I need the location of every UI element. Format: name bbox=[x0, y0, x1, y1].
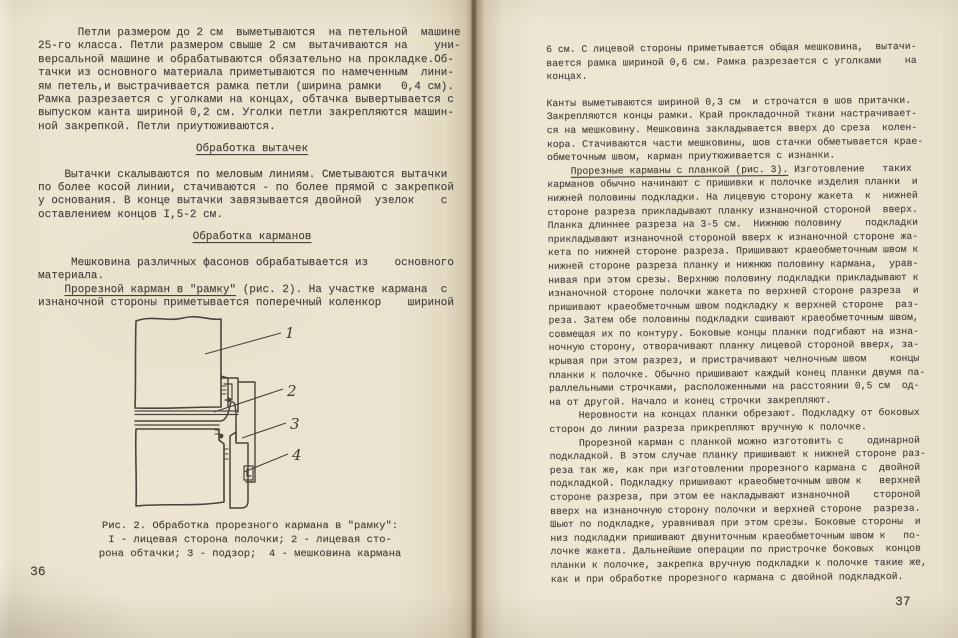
text-line: 6 см. С лицевой стороны приметывается общая мешковина, вытачи- bbox=[546, 40, 917, 55]
text-line: совмещая их по контуру. Боковые концы планки подгибают на изна- bbox=[548, 325, 919, 340]
text-line: вверх на изнаночную сторону полочки и верхней стороне разреза. bbox=[550, 502, 921, 517]
text-line: Неровности на концах планки обрезают. Подкладку от боковых bbox=[549, 407, 920, 422]
figure-bag-front bbox=[230, 432, 248, 508]
page-number-left: 36 bbox=[30, 564, 46, 579]
text-line: Мешковина различных фасонов обрабатывается из основного bbox=[38, 256, 454, 269]
text-line: реза так же, как при изготовлении прорезного кармана с двойной bbox=[549, 461, 921, 476]
text-line: низ подкладки пришивают двуниточным краеобметочным швом к по- bbox=[550, 529, 921, 544]
text-line: версальной машине и обрабатываются обязательно на прокладке.Об- bbox=[38, 53, 454, 66]
paragraph bbox=[546, 93, 939, 164]
text-line: планки к полочке, закрепка вручную подкладки к полочке такие же, bbox=[550, 556, 927, 571]
paragraph bbox=[547, 161, 941, 409]
text-line: ной закрепкой. Петли приутюживаются. bbox=[38, 120, 276, 133]
text-line: Обработка карманов bbox=[192, 231, 312, 244]
figure-callout-1: 1 bbox=[285, 324, 295, 342]
text-line: Рамка разрезается с уголками на концах, обтачка вывертывается с bbox=[38, 94, 454, 107]
figure-2-drawing bbox=[126, 312, 326, 524]
text-line: ночную сторону, отворачивают планку лицевой стороной вверх, за- bbox=[548, 339, 920, 354]
text-line: сторон до линии разреза прикрепляют вручную к полочке. bbox=[549, 421, 867, 436]
text-line: Канты выметываются шириной 0,3 см и строчатся в шов притачки. bbox=[546, 94, 912, 109]
text-line: Петли размером до 2 см выметываются на петельной машине bbox=[38, 27, 461, 39]
figure-caption bbox=[40, 519, 460, 561]
text-line: стороне разреза, при этом ее накладывают изнаночной стороной bbox=[549, 488, 921, 503]
text-line: Прорезной карман в "рамку" (рис. 2). На участке кармана с bbox=[64, 283, 448, 296]
text-line: вается рамка шириной 0,6 см. Рамка разрезается с уголками на bbox=[546, 54, 917, 69]
figure-callout-3: 3 bbox=[290, 415, 300, 433]
text-line: 25-го класса. Петли размером свыше 2 см вытачиваются на уни- bbox=[38, 40, 461, 53]
figure-callout-2: 2 bbox=[287, 382, 297, 400]
text-line: нивая при этом срезы. Верхнюю половину подкладки прикладывают к bbox=[548, 271, 919, 286]
text-line: прикладывают изнаночной стороной вверх к изнаночной стороне жа- bbox=[547, 230, 919, 245]
paragraph bbox=[549, 406, 941, 437]
text-line: подкладкой. В этом случае планку пришивают к нижней стороне раз- bbox=[549, 447, 926, 463]
caption-block bbox=[40, 519, 460, 561]
paragraph bbox=[38, 27, 466, 134]
figure-bottom-panel bbox=[136, 429, 224, 506]
text-line: ям петель,и выстрачивается рамка петли (ширина рамки 0,4 см). bbox=[38, 80, 454, 93]
text-line: нижней стороне разреза планку и нижнюю половину кармана, урав- bbox=[547, 257, 919, 272]
text-line: I - лицевая сторона полочки; 2 - лицевая сто- bbox=[108, 534, 392, 546]
text-line: рона обтачки; 3 - подзор; 4 - мешковина кармана bbox=[98, 548, 402, 560]
text-line: Шьют по подкладке, уравнивая при этом срезы. Боковые стороны и bbox=[550, 515, 921, 531]
page-number-right: 37 bbox=[895, 594, 911, 609]
text-line: планки к полочке. Обычно пришивают каждый конец планки двумя па- bbox=[548, 366, 926, 381]
text-line: крывая при этом разрез, и пристрачивают челночным швом концы bbox=[548, 352, 920, 368]
text-line: Закрепляются концы рамки. Край прокладочной ткани настрачивает- bbox=[546, 108, 918, 123]
text-line: кета по нижней стороне разреза. Пришивают краеобметочным швом к bbox=[547, 244, 919, 259]
text-line: нижней половины подкладки. На лицевую сторону жакета к нижней bbox=[547, 189, 918, 204]
text-line: по более косой линии, стачиваются - по более прямой с закрепкой bbox=[38, 182, 454, 195]
text-line: у основания. В конце вытачки завязывается двойной узелок с bbox=[38, 195, 448, 208]
text-line: на от другой. Начало и конец строчки закрепляют. bbox=[549, 394, 832, 408]
text-line: Прорезной карман с планкой можно изготовить с одинарной bbox=[549, 434, 920, 449]
text-line: лочке жакета. Дальнейшие операции по пристрочке боковых концов bbox=[550, 543, 921, 558]
text-line: стороне разреза прикладывают планку изнаночной стороной вверх. bbox=[547, 203, 918, 218]
paragraph bbox=[38, 257, 466, 311]
paragraph bbox=[549, 433, 942, 586]
text-line: материала. bbox=[38, 270, 105, 283]
text-line: Прорезные карманы с планкой (рис. 3). Изготовление таких bbox=[570, 162, 912, 177]
text-line: оставлением концов I,5-2 см. bbox=[38, 208, 223, 221]
text-line: раллельными строчками, расположенными на расстоянии 0,5 см од- bbox=[548, 380, 920, 395]
text-line: концах. bbox=[546, 70, 588, 83]
figure-callout-4: 4 bbox=[292, 446, 302, 464]
text-line: Обработка вытачек bbox=[195, 143, 309, 156]
text-line: ся на мешковину. Мешковина закладывается вверх до среза колен- bbox=[546, 121, 918, 136]
text-line: подкладкой. Подкладку пришивают краеобметочным швом к верхней bbox=[549, 475, 921, 490]
section-heading bbox=[38, 231, 466, 244]
paragraph bbox=[38, 169, 466, 223]
text-line: как и при обработке прорезного кармана с двойной подкладкой. bbox=[550, 570, 904, 585]
right-page-text bbox=[546, 40, 943, 587]
text-line: реза. Затем обе половины подкладки сшивают краеобметочным швом, bbox=[548, 312, 919, 327]
text-line: выпуском канта шириной 0,2 см. Уголки петли закрепляются машин- bbox=[38, 107, 454, 120]
figure-leader-lines bbox=[205, 333, 288, 472]
text-line: Вытачки скалываются по меловым линиям. Сметываются вытачки bbox=[38, 168, 448, 181]
text-line: изнаночной стороны приметывается поперечный коленкор шириной bbox=[38, 296, 454, 309]
text-line: пришивают краеобметочным швом подкладку к верхней стороне раз- bbox=[548, 298, 919, 313]
text-line: изнаночной стороне полочки жакета по верхней стороне разреза и bbox=[548, 284, 919, 300]
text-line: кора. Стачиваются части мешковины, шов стачки обметывается крае- bbox=[546, 135, 924, 150]
text-line: Планка длиннее разреза на 3-5 см. Нижнюю половину подкладки bbox=[547, 216, 919, 232]
section-heading bbox=[38, 143, 466, 156]
figure-top-panel bbox=[135, 317, 221, 409]
text-line: Рис. 2. Обработка прорезного кармана в "рамку": bbox=[101, 520, 399, 532]
text-line: карманов обычно начинают с пришивки к полочке изделия планки и bbox=[547, 176, 918, 191]
paragraph bbox=[546, 40, 938, 84]
text-line: обметочным швом, карман приутюживается с изнанки. bbox=[546, 149, 836, 164]
text-line: тачки из основного материала приметываются по намеченным лини- bbox=[38, 67, 454, 80]
left-page-text bbox=[38, 27, 466, 310]
